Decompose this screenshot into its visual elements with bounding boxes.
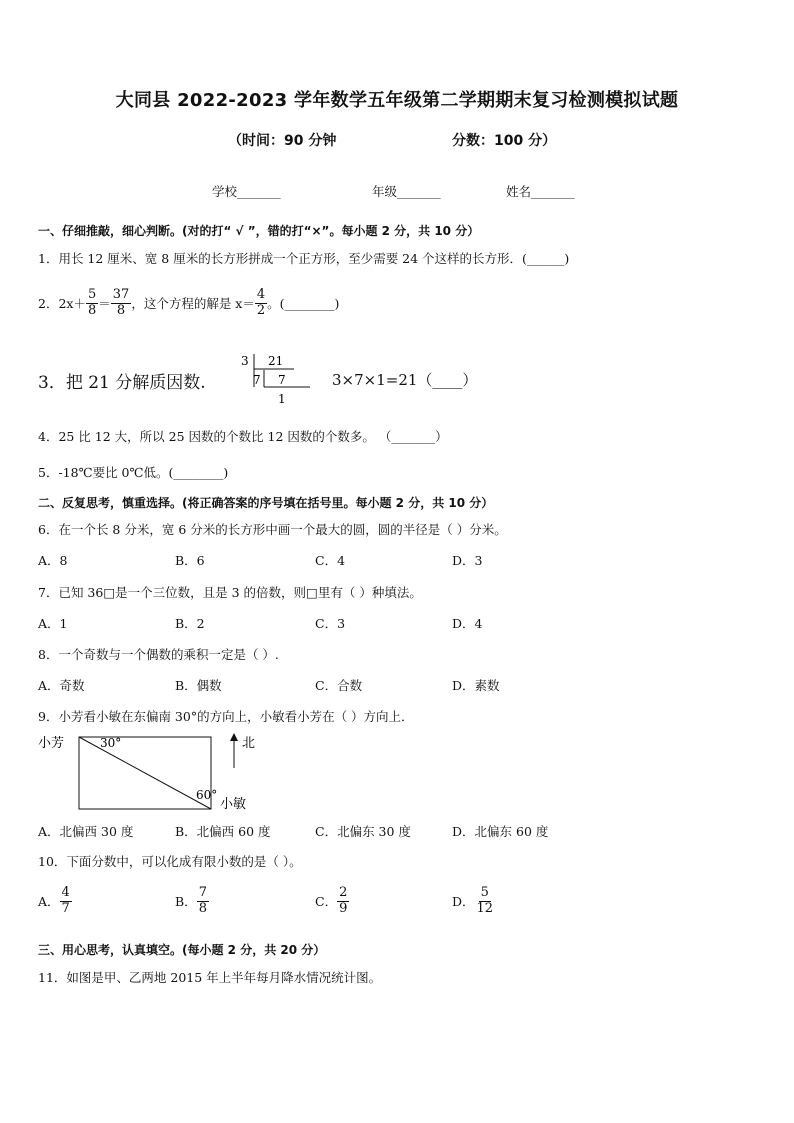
q10-c-label: C．: [315, 894, 338, 910]
q10-d-fraction: $\frac{5}{12}$: [476, 885, 494, 916]
q10-c-fraction: $\frac{2}{9}$: [339, 885, 348, 916]
div-right-mid: 7: [278, 373, 286, 387]
q10-a-fraction: $\frac{4}{7}$: [61, 885, 70, 916]
question-3-prefix: 3．把 21 分解质因数.: [38, 373, 206, 393]
q7-option-d[interactable]: D．4: [452, 616, 483, 631]
question-5: 5．-18℃要比 0℃低。(________): [38, 465, 229, 480]
q2-fraction-3: $\frac{4}{2}$: [256, 287, 266, 318]
direction-figure: [36, 728, 266, 816]
q7-option-c[interactable]: C．3: [315, 616, 346, 631]
q2-fraction-1: $\frac{5}{8}$: [87, 287, 97, 318]
q8-option-b[interactable]: B．偶数: [175, 678, 222, 693]
label-xiaofang: 小芳: [38, 736, 65, 751]
q6-option-c[interactable]: C．4: [315, 553, 346, 568]
question-4: 4．25 比 12 大，所以 25 因数的个数比 12 因数的个数多。 （_______）: [38, 429, 448, 444]
q10-b-label: B．: [175, 894, 197, 910]
q2-prefix: 2．2x＋: [38, 296, 86, 312]
question-10: 10．下面分数中，可以化成有限小数的是（ ）。: [38, 854, 302, 869]
q6-option-a[interactable]: A．8: [38, 553, 68, 568]
q6-option-b[interactable]: B．6: [175, 553, 205, 568]
section-3-heading: 三、用心思考，认真填空。(每小题 2 分，共 20 分）: [38, 943, 326, 957]
q7-option-b[interactable]: B．2: [175, 616, 205, 631]
q8-option-d[interactable]: D．素数: [452, 678, 500, 693]
question-8: 8．一个奇数与一个偶数的乘积一定是（ ）.: [38, 647, 279, 662]
question-7: 7．已知 36□是一个三位数，且是 3 的倍数，则□里有（ ）种填法。: [38, 585, 422, 600]
q9-option-d[interactable]: D．北偏东 60 度: [452, 824, 549, 839]
question-1: 1．用长 12 厘米、宽 8 厘米的长方形拼成一个正方形，至少需要 24 个这样的长方形．(______): [38, 251, 570, 266]
label-angle-60: 60°: [196, 788, 218, 802]
school-field[interactable]: 学校_______: [212, 184, 281, 199]
q2-suffix: 。(________): [267, 296, 340, 312]
div-bottom: 1: [278, 392, 286, 406]
question-3-result: 3×7×1=21（____）: [332, 371, 478, 389]
q10-d-label: D．: [452, 894, 475, 910]
exam-time: （时间：90 分钟: [228, 133, 337, 149]
q10-a-label: A．: [38, 894, 60, 910]
label-xiaomin: 小敏: [220, 797, 247, 812]
q8-option-c[interactable]: C．合数: [315, 678, 363, 693]
exam-score: 分数：100 分）: [452, 133, 557, 149]
q9-option-a[interactable]: A．北偏西 30 度: [38, 824, 134, 839]
section-1-heading: 一、仔细推敲，细心判断。(对的打“ √ ”，错的打“×”。每小题 2 分，共 10 分）: [38, 224, 480, 238]
label-angle-30: 30°: [100, 736, 122, 750]
q10-b-fraction: $\frac{7}{8}$: [198, 885, 207, 916]
q2-equals: ＝: [98, 296, 111, 312]
q9-option-c[interactable]: C．北偏东 30 度: [315, 824, 411, 839]
north-arrow-icon: [230, 733, 238, 741]
question-2: [38, 288, 339, 319]
q10-option-d[interactable]: [452, 886, 495, 917]
q10-option-c[interactable]: [315, 886, 349, 917]
q8-option-a[interactable]: A．奇数: [38, 678, 85, 693]
section-2-heading: 二、反复思考，慎重选择。(将正确答案的序号填在括号里。每小题 2 分，共 10 分）: [38, 496, 494, 510]
short-division-diagram: [238, 350, 318, 408]
q2-middle: ，这个方程的解是 x＝: [131, 296, 255, 312]
q7-option-a[interactable]: A．1: [38, 616, 68, 631]
q9-option-b[interactable]: B．北偏西 60 度: [175, 824, 271, 839]
exam-title: 大同县 2022-2023 学年数学五年级第二学期期末复习检测模拟试题: [115, 90, 679, 111]
q10-option-b[interactable]: [175, 886, 209, 917]
div-left-top: 3: [241, 354, 249, 368]
grade-field[interactable]: 年级_______: [372, 184, 441, 199]
name-field[interactable]: 姓名_______: [506, 184, 575, 199]
label-north: 北: [242, 736, 256, 751]
question-6: 6．在一个长 8 分米，宽 6 分米的长方形中画一个最大的圆，圆的半径是（ ）分米。: [38, 522, 507, 537]
question-11: 11．如图是甲、乙两地 2015 年上半年每月降水情况统计图。: [38, 970, 382, 985]
q10-option-a[interactable]: [38, 886, 72, 917]
div-right-top: 21: [268, 354, 284, 368]
q6-option-d[interactable]: D．3: [452, 553, 483, 568]
q2-fraction-2: $\frac{37}{8}$: [112, 287, 130, 318]
div-left-mid: 7: [253, 373, 261, 387]
question-9: 9．小芳看小敏在东偏南 30°的方向上，小敏看小芳在（ ）方向上．: [38, 709, 414, 724]
